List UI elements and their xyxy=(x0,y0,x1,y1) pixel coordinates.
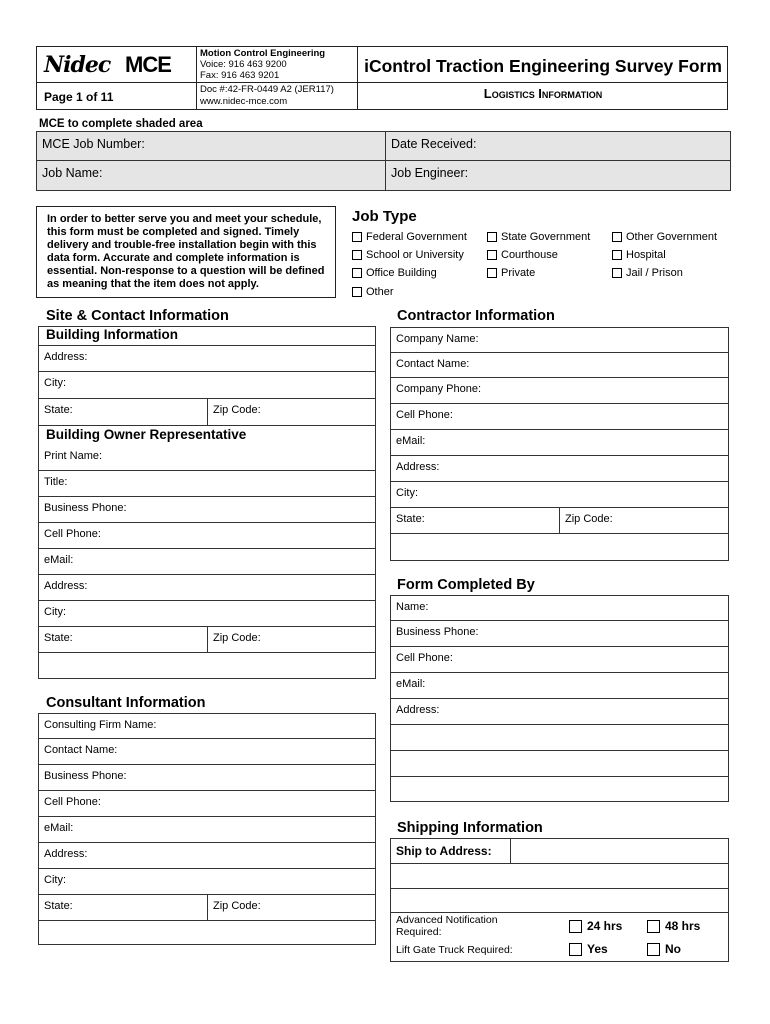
job-engineer-label: Job Engineer: xyxy=(391,166,469,180)
contact-info-box xyxy=(197,46,358,82)
subtitle-box xyxy=(358,82,728,110)
owner-zip-field[interactable]: Zip Code: xyxy=(207,627,376,653)
owner-state-field[interactable]: State: xyxy=(38,627,208,653)
building-zip-field[interactable]: Zip Code: xyxy=(207,399,376,426)
notification-48hrs-option[interactable]: 48 hrs xyxy=(647,919,700,933)
checkbox-icon[interactable] xyxy=(352,232,362,242)
contractor-title: Contractor Information xyxy=(397,308,555,324)
checkbox-icon[interactable] xyxy=(487,250,497,260)
advanced-notification-label: Advanced Notification Required: xyxy=(396,914,498,938)
completed-by-cell-phone-field[interactable]: Cell Phone: xyxy=(390,647,729,673)
job-type-other[interactable]: Other xyxy=(352,286,394,298)
job-type-other-government[interactable]: Other Government xyxy=(612,231,717,243)
consultant-cell-phone-field[interactable]: Cell Phone: xyxy=(38,791,376,817)
mce-job-number-field[interactable] xyxy=(36,131,386,161)
owner-rep-header xyxy=(38,426,376,445)
notice-box xyxy=(36,206,336,298)
owner-city-field[interactable]: City: xyxy=(38,601,376,627)
ship-to-label-cell xyxy=(391,839,511,863)
consultant-zip-field[interactable]: Zip Code: xyxy=(207,895,376,921)
contractor-zip-field[interactable]: Zip Code: xyxy=(559,508,729,534)
ship-to-address-line-2[interactable] xyxy=(391,863,728,888)
lift-gate-yes-option[interactable]: Yes xyxy=(569,942,608,956)
completed-by-email-field[interactable]: eMail: xyxy=(390,673,729,699)
contractor-state-field[interactable]: State: xyxy=(390,508,560,534)
job-name-field[interactable] xyxy=(36,161,386,191)
contractor-address-field[interactable]: Address: xyxy=(390,456,729,482)
form-title: iControl Traction Engineering Survey Form xyxy=(364,56,722,76)
completed-by-business-phone-field[interactable]: Business Phone: xyxy=(390,621,729,647)
consultant-title: Consultant Information xyxy=(46,695,206,711)
building-info-title: Building Information xyxy=(46,327,178,342)
consultant-state-field[interactable]: State: xyxy=(38,895,208,921)
job-type-office-building[interactable]: Office Building xyxy=(352,267,437,279)
job-type-hospital[interactable]: Hospital xyxy=(612,249,666,261)
doc-info-box xyxy=(197,82,358,110)
consulting-firm-field[interactable]: Consulting Firm Name: xyxy=(38,713,376,739)
building-address-field[interactable]: Address: xyxy=(38,345,376,372)
ship-to-address-input[interactable] xyxy=(511,839,728,863)
consultant-business-phone-field[interactable]: Business Phone: xyxy=(38,765,376,791)
contractor-contact-field[interactable]: Contact Name: xyxy=(390,353,729,378)
date-received-label: Date Received: xyxy=(391,137,477,151)
checkbox-icon[interactable] xyxy=(647,943,660,956)
job-type-federal-government[interactable]: Federal Government xyxy=(352,231,467,243)
job-name-label: Job Name: xyxy=(42,166,103,180)
mce-job-number-label: MCE Job Number: xyxy=(42,137,145,151)
title-box xyxy=(358,46,728,82)
job-type-jail-prison[interactable]: Jail / Prison xyxy=(612,267,683,279)
building-state-field[interactable]: State: xyxy=(38,399,208,426)
lift-gate-label: Lift Gate Truck Required: xyxy=(396,944,513,956)
owner-business-phone-field[interactable]: Business Phone: xyxy=(38,497,376,523)
shipping-box xyxy=(390,838,729,962)
consultant-contact-field[interactable]: Contact Name: xyxy=(38,739,376,765)
consultant-address-field[interactable]: Address: xyxy=(38,843,376,869)
completed-by-address-line-3[interactable] xyxy=(390,751,729,777)
checkbox-icon[interactable] xyxy=(352,287,362,297)
job-type-state-government[interactable]: State Government xyxy=(487,231,590,243)
contractor-cell-phone-field[interactable]: Cell Phone: xyxy=(390,404,729,430)
consultant-extra-field[interactable] xyxy=(38,921,376,945)
checkbox-icon[interactable] xyxy=(569,920,582,933)
website: www.nidec-mce.com xyxy=(200,96,288,107)
page-number-box xyxy=(36,82,197,110)
checkbox-icon[interactable] xyxy=(487,268,497,278)
contractor-city-field[interactable]: City: xyxy=(390,482,729,508)
completed-by-address-line-4[interactable] xyxy=(390,777,729,802)
owner-rep-title: Building Owner Representative xyxy=(46,427,247,442)
ship-to-label: Ship to Address: xyxy=(396,844,492,858)
job-type-title: Job Type xyxy=(352,208,417,225)
checkbox-icon[interactable] xyxy=(352,268,362,278)
shaded-area-caption: MCE to complete shaded area xyxy=(39,118,203,130)
owner-title-field[interactable]: Title: xyxy=(38,471,376,497)
owner-cell-phone-field[interactable]: Cell Phone: xyxy=(38,523,376,549)
checkbox-icon[interactable] xyxy=(612,268,622,278)
owner-print-name-field[interactable]: Print Name: xyxy=(38,445,376,471)
voice-number: Voice: 916 463 9200 xyxy=(200,59,287,70)
site-contact-title: Site & Contact Information xyxy=(46,308,229,324)
checkbox-icon[interactable] xyxy=(569,943,582,956)
owner-extra-field[interactable] xyxy=(38,653,376,679)
building-city-field[interactable]: City: xyxy=(38,372,376,399)
consultant-email-field[interactable]: eMail: xyxy=(38,817,376,843)
contractor-company-field[interactable]: Company Name: xyxy=(390,327,729,353)
contractor-email-field[interactable]: eMail: xyxy=(390,430,729,456)
nidec-logo: Nidec xyxy=(44,52,111,78)
contractor-extra-field[interactable] xyxy=(390,534,729,561)
checkbox-icon[interactable] xyxy=(352,250,362,260)
checkbox-icon[interactable] xyxy=(612,232,622,242)
company-name: Motion Control Engineering xyxy=(200,48,326,59)
form-header xyxy=(36,46,728,110)
page-number: Page 1 of 11 xyxy=(44,90,114,104)
job-type-private[interactable]: Private xyxy=(487,267,535,279)
completed-by-address-field[interactable]: Address: xyxy=(390,699,729,725)
contractor-company-phone-field[interactable]: Company Phone: xyxy=(390,378,729,404)
completed-by-address-line-2[interactable] xyxy=(390,725,729,751)
job-type-school-or-university[interactable]: School or University xyxy=(352,249,464,261)
date-received-field[interactable] xyxy=(385,131,731,161)
notification-24hrs-option[interactable]: 24 hrs xyxy=(569,919,622,933)
lift-gate-no-option[interactable]: No xyxy=(647,942,681,956)
checkbox-icon[interactable] xyxy=(487,232,497,242)
notice-text: In order to better serve you and meet your schedule, this form must be completed and signed. Timely delivery and trouble-free installation begin with this data form. Accurate and complete information is essential. Non-response to a question will be defined as meaning that the item does not apply. xyxy=(47,213,325,290)
job-engineer-field[interactable] xyxy=(385,161,731,191)
mce-logo: MCE xyxy=(125,52,171,77)
completed-by-title: Form Completed By xyxy=(397,577,535,593)
fax-number: Fax: 916 463 9201 xyxy=(200,70,280,81)
completed-by-name-field[interactable]: Name: xyxy=(390,595,729,621)
ship-to-address-line-3[interactable] xyxy=(391,888,728,913)
job-type-courthouse[interactable]: Courthouse xyxy=(487,249,558,261)
consultant-city-field[interactable]: City: xyxy=(38,869,376,895)
checkbox-icon[interactable] xyxy=(647,920,660,933)
form-subtitle: Logistics Information xyxy=(483,86,603,101)
owner-address-field[interactable]: Address: xyxy=(38,575,376,601)
checkbox-icon[interactable] xyxy=(612,250,622,260)
owner-email-field[interactable]: eMail: xyxy=(38,549,376,575)
shipping-title: Shipping Information xyxy=(397,820,543,836)
building-info-header xyxy=(38,326,376,345)
doc-number: Doc #:42-FR-0449 A2 (JER117) xyxy=(200,84,334,95)
logo-box xyxy=(36,46,197,82)
